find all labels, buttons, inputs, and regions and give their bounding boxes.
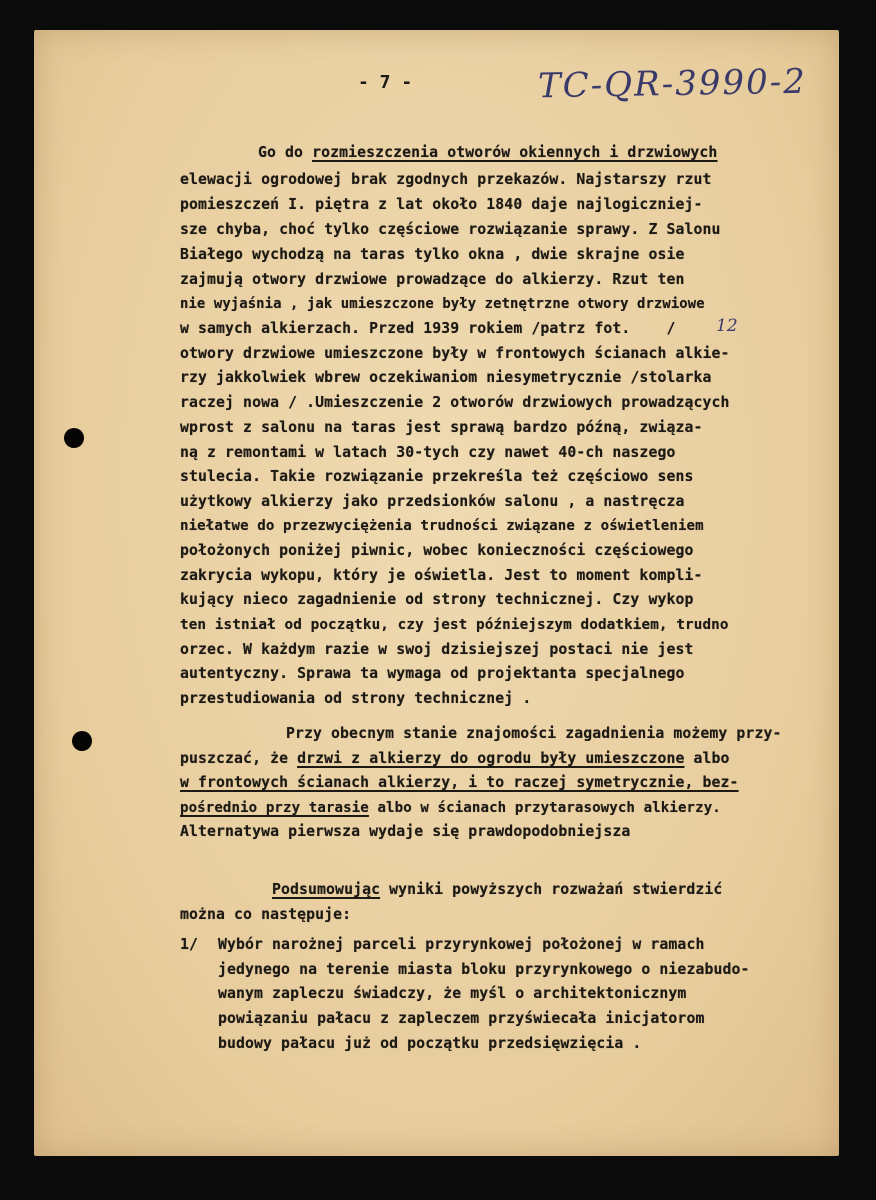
text-line: położonych poniżej piwnic, wobec konieczności częściowego [180,542,694,559]
text-fragment: albo w ścianach przytarasowych alkierzy. [368,800,721,816]
text-line: ną z remontami w latach 30-tych czy nawet 40-ch naszego [180,444,676,461]
underlined-phrase: Podsumowując [272,881,381,898]
text-line [180,749,730,769]
list-item-line: jedynego na terenie miasta bloku przyrynkowego o niezabudo- [218,961,750,978]
text-line: raczej nowa / .Umieszczenie 2 otworów drzwiowych prowadzących [180,394,730,411]
text-line: można co następuje: [180,906,352,923]
text-line: nie wyjaśnia , jak umieszczone były zetnętrzne otwory drzwiowe [180,296,705,312]
list-item-line: powiązaniu pałacu z zapleczem przyświecała inicjatorom [218,1010,705,1027]
punch-hole [64,428,84,448]
page-number: - 7 - [358,72,413,93]
handwritten-reference: TC-QR-3990-2 [537,61,808,107]
text-line: przestudiowania od strony technicznej . [180,690,532,707]
text-line: kujący nieco zagadnienie od strony technicznej. Czy wykop [180,591,694,608]
text-line: Białego wychodzą na taras tylko okna , dwie skrajne osie [180,246,685,263]
underlined-line: w frontowych ścianach alkierzy, i to raczej symetrycznie, bez- [180,774,739,791]
text-line: rzy jakkolwiek wbrew oczekiwaniom niesymetrycznie /stolarka [180,369,712,386]
text-line: w samych alkierzach. Przed 1939 rokiem /patrz fot. / [180,320,676,337]
text-line: użytkowy alkierzy jako przedsionków salonu , a nastręcza [180,493,685,510]
text-line: otwory drzwiowe umieszczone były w frontowych ścianach alkie- [180,345,730,362]
list-item-line: wanym zapleczu świadczy, że myśl o architektonicznym [218,985,687,1002]
text-line: sze chyba, choć tylko częściowe rozwiązanie sprawy. Z Salonu [180,221,721,238]
text-line: orzec. W każdym razie w swoj dzisiejszej postaci nie jest [180,641,694,658]
text-line: elewacji ogrodowej brak zgodnych przekazów. Najstarszy rzut [180,171,712,188]
text-line: niełatwe do przezwyciężenia trudności związane z oświetleniem [180,518,704,534]
text-line [258,143,717,163]
text-line: stulecia. Takie rozwiązanie przekreśla też częściowo sens [180,468,694,485]
text-fragment: Go do [258,144,313,161]
text-line: zakrycia wykopu, który je oświetla. Jest to moment kompli- [180,567,703,584]
text-line: pomieszczeń I. piętra z lat około 1840 daje najlogiczniej- [180,196,703,213]
underlined-phrase: pośrednio przy tarasie [180,800,369,816]
text-line: Alternatywa pierwsza wydaje się prawdopodobniejsza [180,823,631,840]
text-fragment: puszczać, że [180,750,298,767]
underlined-phrase: rozmieszczenia otworów okiennych i drzwiowych [312,144,718,161]
text-line: Przy obecnym stanie znajomości zagadnienia możemy przy- [286,725,782,742]
punch-hole [72,731,92,751]
list-item-line: Wybór narożnej parceli przyrynkowej położonej w ramach [218,936,705,953]
list-item-line: budowy pałacu już od początku przedsięwzięcia . [218,1035,642,1052]
text-line [272,880,722,900]
text-line: autentyczny. Sprawa ta wymaga od projektanta specjalnego [180,665,685,682]
text-line: ten istniał od początku, czy jest późniejszym dodatkiem, trudno [180,617,729,633]
text-fragment: wyniki powyższych rozważań stwierdzić [380,881,723,898]
text-line: zajmują otwory drzwiowe prowadzące do alkierzy. Rzut ten [180,271,685,288]
list-marker: 1/ [180,936,199,953]
text-line: wprost z salonu na taras jest sprawą bardzo późną, związa- [180,419,703,436]
handwritten-photo-number: 12 [716,316,738,336]
text-fragment: albo [684,750,730,767]
underlined-phrase: drzwi z alkierzy do ogrodu były umieszczone [297,750,685,767]
text-line [180,798,721,818]
